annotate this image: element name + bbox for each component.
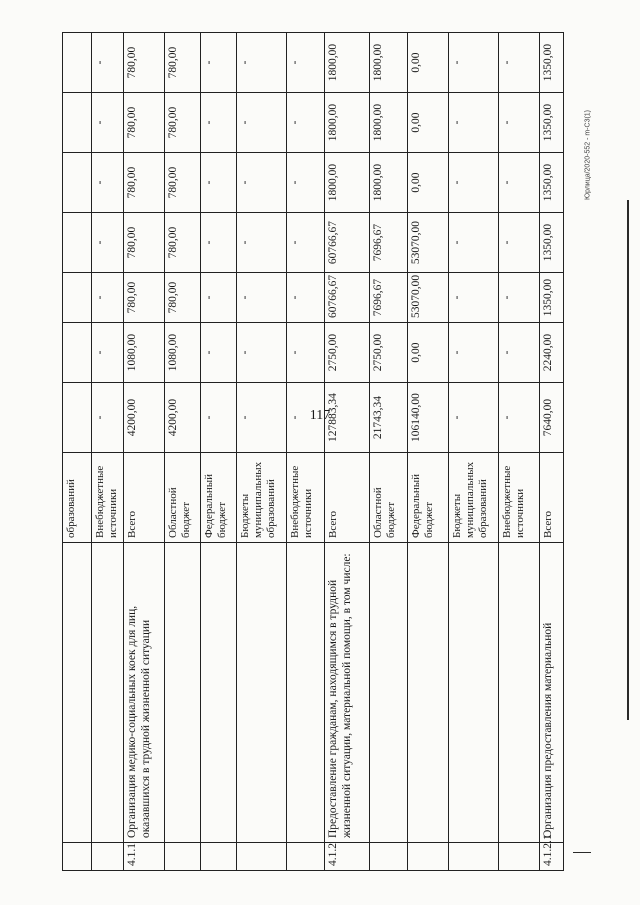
source-cell: Областной бюджет <box>165 453 201 543</box>
source-cell: Федеральный бюджет <box>408 453 449 543</box>
value-cell: 2750,00 <box>370 323 408 383</box>
value-cell <box>63 153 92 213</box>
value-cell: - <box>92 93 124 153</box>
value-cell: 0,00 <box>408 323 449 383</box>
value-cell: 780,00 <box>165 153 201 213</box>
value-cell <box>63 93 92 153</box>
table-row <box>124 33 165 871</box>
value-cell: 780,00 <box>124 33 165 93</box>
value-cell: 2240,00 <box>540 323 564 383</box>
source-cell: Всего <box>325 453 370 543</box>
row-code-cell <box>449 843 499 871</box>
row-name-cell <box>499 543 540 843</box>
value-cell: - <box>201 383 237 453</box>
source-cell: Всего <box>540 453 564 543</box>
value-cell: - <box>201 153 237 213</box>
row-name-cell <box>237 543 287 843</box>
value-cell: - <box>237 213 287 273</box>
value-cell: 1080,00 <box>165 323 201 383</box>
source-cell: Внебюджетные источники <box>287 453 325 543</box>
row-code-cell <box>370 843 408 871</box>
row-code-cell: 4.1.2 <box>325 843 370 871</box>
value-cell: 60766,67 <box>325 213 370 273</box>
value-cell: - <box>449 33 499 93</box>
table-row <box>370 33 408 871</box>
value-cell: 7696,67 <box>370 213 408 273</box>
source-cell: образований <box>63 453 92 543</box>
table-row <box>165 33 201 871</box>
value-cell: - <box>287 33 325 93</box>
value-cell: 106140,00 <box>408 383 449 453</box>
row-name-cell <box>63 543 92 843</box>
table-row <box>63 33 92 871</box>
value-cell: 1350,00 <box>540 213 564 273</box>
row-code-cell <box>499 843 540 871</box>
value-cell: 53070,00 <box>408 213 449 273</box>
source-cell: Внебюджетные источники <box>92 453 124 543</box>
page-number: 117 <box>309 408 331 423</box>
row-name-cell <box>287 543 325 843</box>
row-name-cell <box>165 543 201 843</box>
row-code-cell <box>165 843 201 871</box>
value-cell: 1350,00 <box>540 273 564 323</box>
value-cell: - <box>287 323 325 383</box>
table-row <box>287 33 325 871</box>
value-cell: - <box>499 93 540 153</box>
value-cell: 0,00 <box>408 33 449 93</box>
value-cell: 780,00 <box>165 93 201 153</box>
table-row <box>408 33 449 871</box>
value-cell: 1350,00 <box>540 153 564 213</box>
row-code-cell <box>408 843 449 871</box>
table-row <box>449 33 499 871</box>
value-cell: 1800,00 <box>370 153 408 213</box>
value-cell: - <box>237 93 287 153</box>
value-cell: - <box>92 383 124 453</box>
value-cell: - <box>499 153 540 213</box>
table-row <box>325 33 370 871</box>
table-row <box>92 33 124 871</box>
value-cell: 780,00 <box>165 273 201 323</box>
value-cell: 780,00 <box>124 213 165 273</box>
value-cell: - <box>92 33 124 93</box>
source-cell: Бюджеты муниципальных образований <box>237 453 287 543</box>
value-cell: - <box>92 323 124 383</box>
row-code-cell: 4.1.2.1 <box>540 843 564 871</box>
budget-table <box>62 32 564 871</box>
value-cell: - <box>201 93 237 153</box>
value-cell: 1350,00 <box>540 93 564 153</box>
value-cell: 60766,67 <box>325 273 370 323</box>
scan-edge-line <box>573 852 591 853</box>
value-cell: 0,00 <box>408 93 449 153</box>
value-cell: - <box>287 273 325 323</box>
value-cell <box>63 273 92 323</box>
value-cell: 780,00 <box>124 273 165 323</box>
value-cell: 1800,00 <box>370 33 408 93</box>
value-cell: - <box>449 153 499 213</box>
source-cell: Федеральный бюджет <box>201 453 237 543</box>
value-cell: - <box>449 93 499 153</box>
row-name-cell: Организация предоставления материальной <box>540 543 564 843</box>
value-cell <box>63 383 92 453</box>
value-cell: - <box>237 383 287 453</box>
scan-edge-line <box>627 200 629 720</box>
document-stamp-text: Юрлица/2020-552 - m-C3(1) <box>584 109 592 201</box>
table-row <box>540 33 564 871</box>
value-cell: - <box>201 323 237 383</box>
value-cell <box>63 323 92 383</box>
table-row <box>237 33 287 871</box>
value-cell: 7696,67 <box>370 273 408 323</box>
row-name-cell <box>449 543 499 843</box>
value-cell: - <box>499 213 540 273</box>
value-cell: - <box>92 153 124 213</box>
value-cell: - <box>499 33 540 93</box>
value-cell: 4200,00 <box>124 383 165 453</box>
value-cell: - <box>449 383 499 453</box>
value-cell: 1800,00 <box>325 153 370 213</box>
row-code-cell <box>201 843 237 871</box>
value-cell: - <box>287 153 325 213</box>
value-cell: 2750,00 <box>325 323 370 383</box>
value-cell: 780,00 <box>124 153 165 213</box>
value-cell: 780,00 <box>124 93 165 153</box>
value-cell: 4200,00 <box>165 383 201 453</box>
value-cell: - <box>287 383 325 453</box>
row-code-cell <box>92 843 124 871</box>
row-name-cell: Организация медико-социальных коек для лиц, оказавшихся в трудной жизненной ситуации <box>124 543 165 843</box>
source-cell: Внебюджетные источники <box>499 453 540 543</box>
value-cell: - <box>201 213 237 273</box>
row-name-cell <box>370 543 408 843</box>
row-name-cell: Предоставление гражданам, находящимся в трудной жизненной ситуации, материальной помощи, в том числе: <box>325 543 370 843</box>
rotated-table-container <box>62 33 554 871</box>
value-cell: - <box>287 213 325 273</box>
value-cell: - <box>499 273 540 323</box>
value-cell: 1800,00 <box>325 93 370 153</box>
row-name-cell <box>201 543 237 843</box>
row-code-cell: 4.1.1 <box>124 843 165 871</box>
value-cell: 21743,34 <box>370 383 408 453</box>
value-cell: 0,00 <box>408 153 449 213</box>
value-cell: 1800,00 <box>325 33 370 93</box>
value-cell: - <box>449 273 499 323</box>
value-cell: - <box>92 213 124 273</box>
value-cell: - <box>237 273 287 323</box>
value-cell: 127883,34 <box>325 383 370 453</box>
value-cell: - <box>449 323 499 383</box>
value-cell: 53070,00 <box>408 273 449 323</box>
value-cell: 1800,00 <box>370 93 408 153</box>
row-name-cell <box>92 543 124 843</box>
value-cell: 1350,00 <box>540 33 564 93</box>
value-cell: - <box>237 153 287 213</box>
value-cell <box>63 213 92 273</box>
value-cell: - <box>287 93 325 153</box>
source-cell: Областной бюджет <box>370 453 408 543</box>
value-cell: 780,00 <box>165 33 201 93</box>
value-cell: 780,00 <box>165 213 201 273</box>
source-cell: Бюджеты муниципальных образований <box>449 453 499 543</box>
row-code-cell <box>63 843 92 871</box>
row-code-cell <box>287 843 325 871</box>
value-cell: - <box>499 323 540 383</box>
value-cell: - <box>499 383 540 453</box>
source-cell: Всего <box>124 453 165 543</box>
row-code-cell <box>237 843 287 871</box>
row-name-cell <box>408 543 449 843</box>
value-cell: - <box>201 273 237 323</box>
value-cell: - <box>237 33 287 93</box>
value-cell <box>63 33 92 93</box>
value-cell: - <box>92 273 124 323</box>
value-cell: 1080,00 <box>124 323 165 383</box>
value-cell: - <box>237 323 287 383</box>
table-row <box>201 33 237 871</box>
value-cell: - <box>201 33 237 93</box>
value-cell: - <box>449 213 499 273</box>
value-cell: 7640,00 <box>540 383 564 453</box>
table-row <box>499 33 540 871</box>
